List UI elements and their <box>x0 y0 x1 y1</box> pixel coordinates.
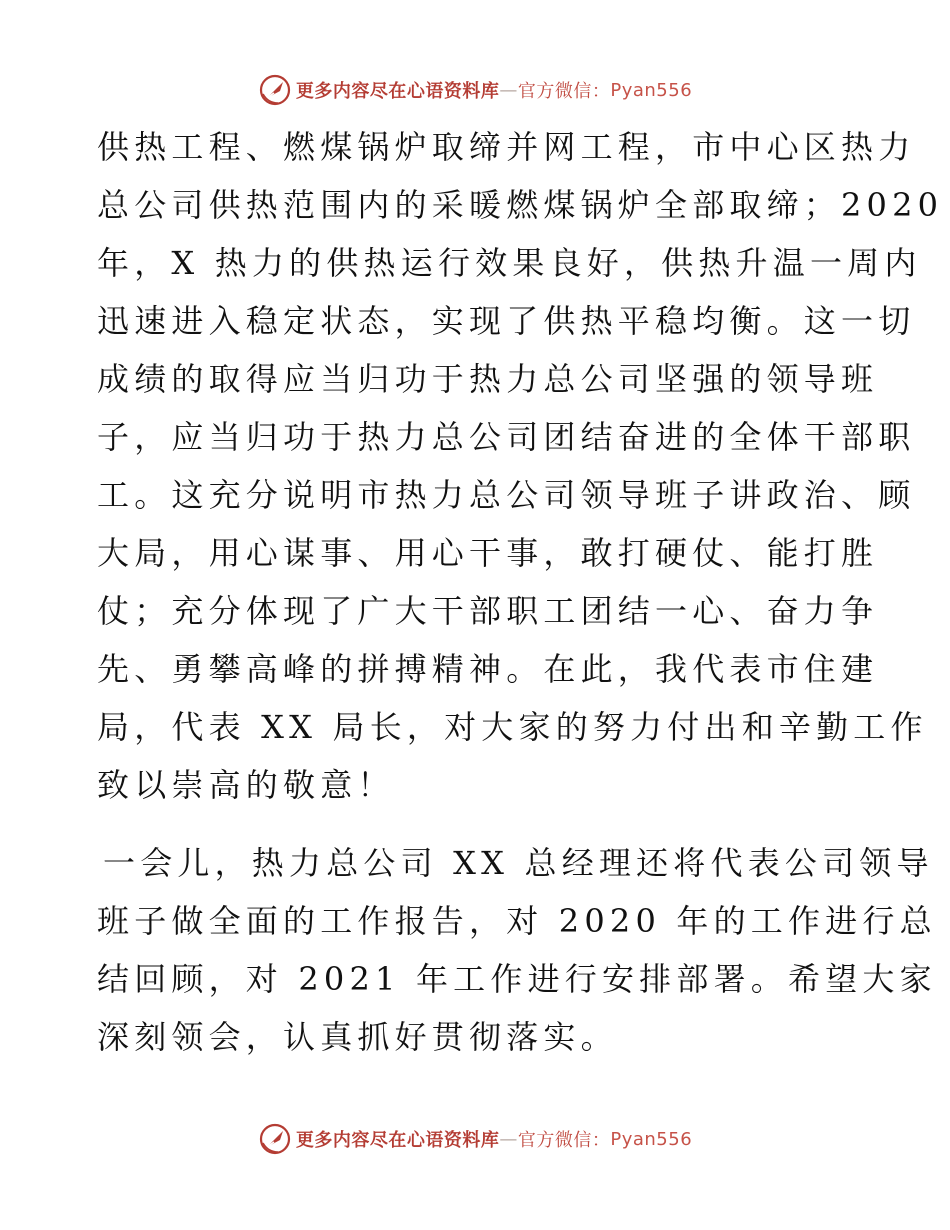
text-line: 先、勇攀高峰的拼搏精神。在此，我代表市住建 <box>97 650 879 688</box>
quill-circle-icon <box>258 1122 292 1156</box>
text-line: 工。这充分说明市热力总公司领导班子讲政治、顾 <box>97 476 916 514</box>
banner-main-text: 更多内容尽在心语资料库 <box>295 1130 500 1151</box>
text-line: 总公司供热范围内的采暖燃煤锅炉全部取缔；2020 <box>97 186 944 224</box>
text-line: 深刻领会，认真抓好贯彻落实。 <box>97 1018 618 1056</box>
banner-separator: — <box>499 1128 518 1150</box>
banner-wechat-label: 官方微信 <box>517 81 592 102</box>
text-line: 仗；充分体现了广大干部职工团结一心、奋力争 <box>97 592 879 630</box>
banner-wechat-label: 官方微信 <box>517 1130 592 1151</box>
text-line: 大局，用心谋事、用心干事，敢打硬仗、能打胜 <box>97 534 879 572</box>
banner-colon: ： <box>591 81 611 102</box>
text-line: 供热工程、燃煤锅炉取缔并网工程，市中心区热力 <box>97 128 916 166</box>
text-line: 年，X 热力的供热运行效果良好，供热升温一周内 <box>97 244 922 282</box>
quill-circle-icon <box>258 73 292 107</box>
text-line: 迅速进入稳定状态，实现了供热平稳均衡。这一切 <box>97 302 916 340</box>
banner-wechat-id: Pyan556 <box>610 1128 693 1150</box>
footer-banner <box>0 1119 950 1159</box>
text-line: 成绩的取得应当归功于热力总公司坚强的领导班 <box>97 360 879 398</box>
text-line: 一会儿，热力总公司 XX 总经理还将代表公司领导 <box>103 844 934 882</box>
text-line: 结回顾，对 2021 年工作进行安排部署。希望大家 <box>97 960 937 998</box>
text-line: 致以崇高的敬意！ <box>97 766 395 804</box>
banner-main-text: 更多内容尽在心语资料库 <box>295 81 500 102</box>
header-banner <box>0 70 950 110</box>
text-line: 子，应当归功于热力总公司团结奋进的全体干部职 <box>97 418 916 456</box>
text-line: 班子做全面的工作报告，对 2020 年的工作进行总 <box>97 902 937 940</box>
text-line: 局，代表 XX 局长，对大家的努力付出和辛勤工作 <box>97 708 928 746</box>
banner-colon: ： <box>591 1130 611 1151</box>
banner-wechat-id: Pyan556 <box>610 79 693 101</box>
banner-separator: — <box>499 79 518 101</box>
